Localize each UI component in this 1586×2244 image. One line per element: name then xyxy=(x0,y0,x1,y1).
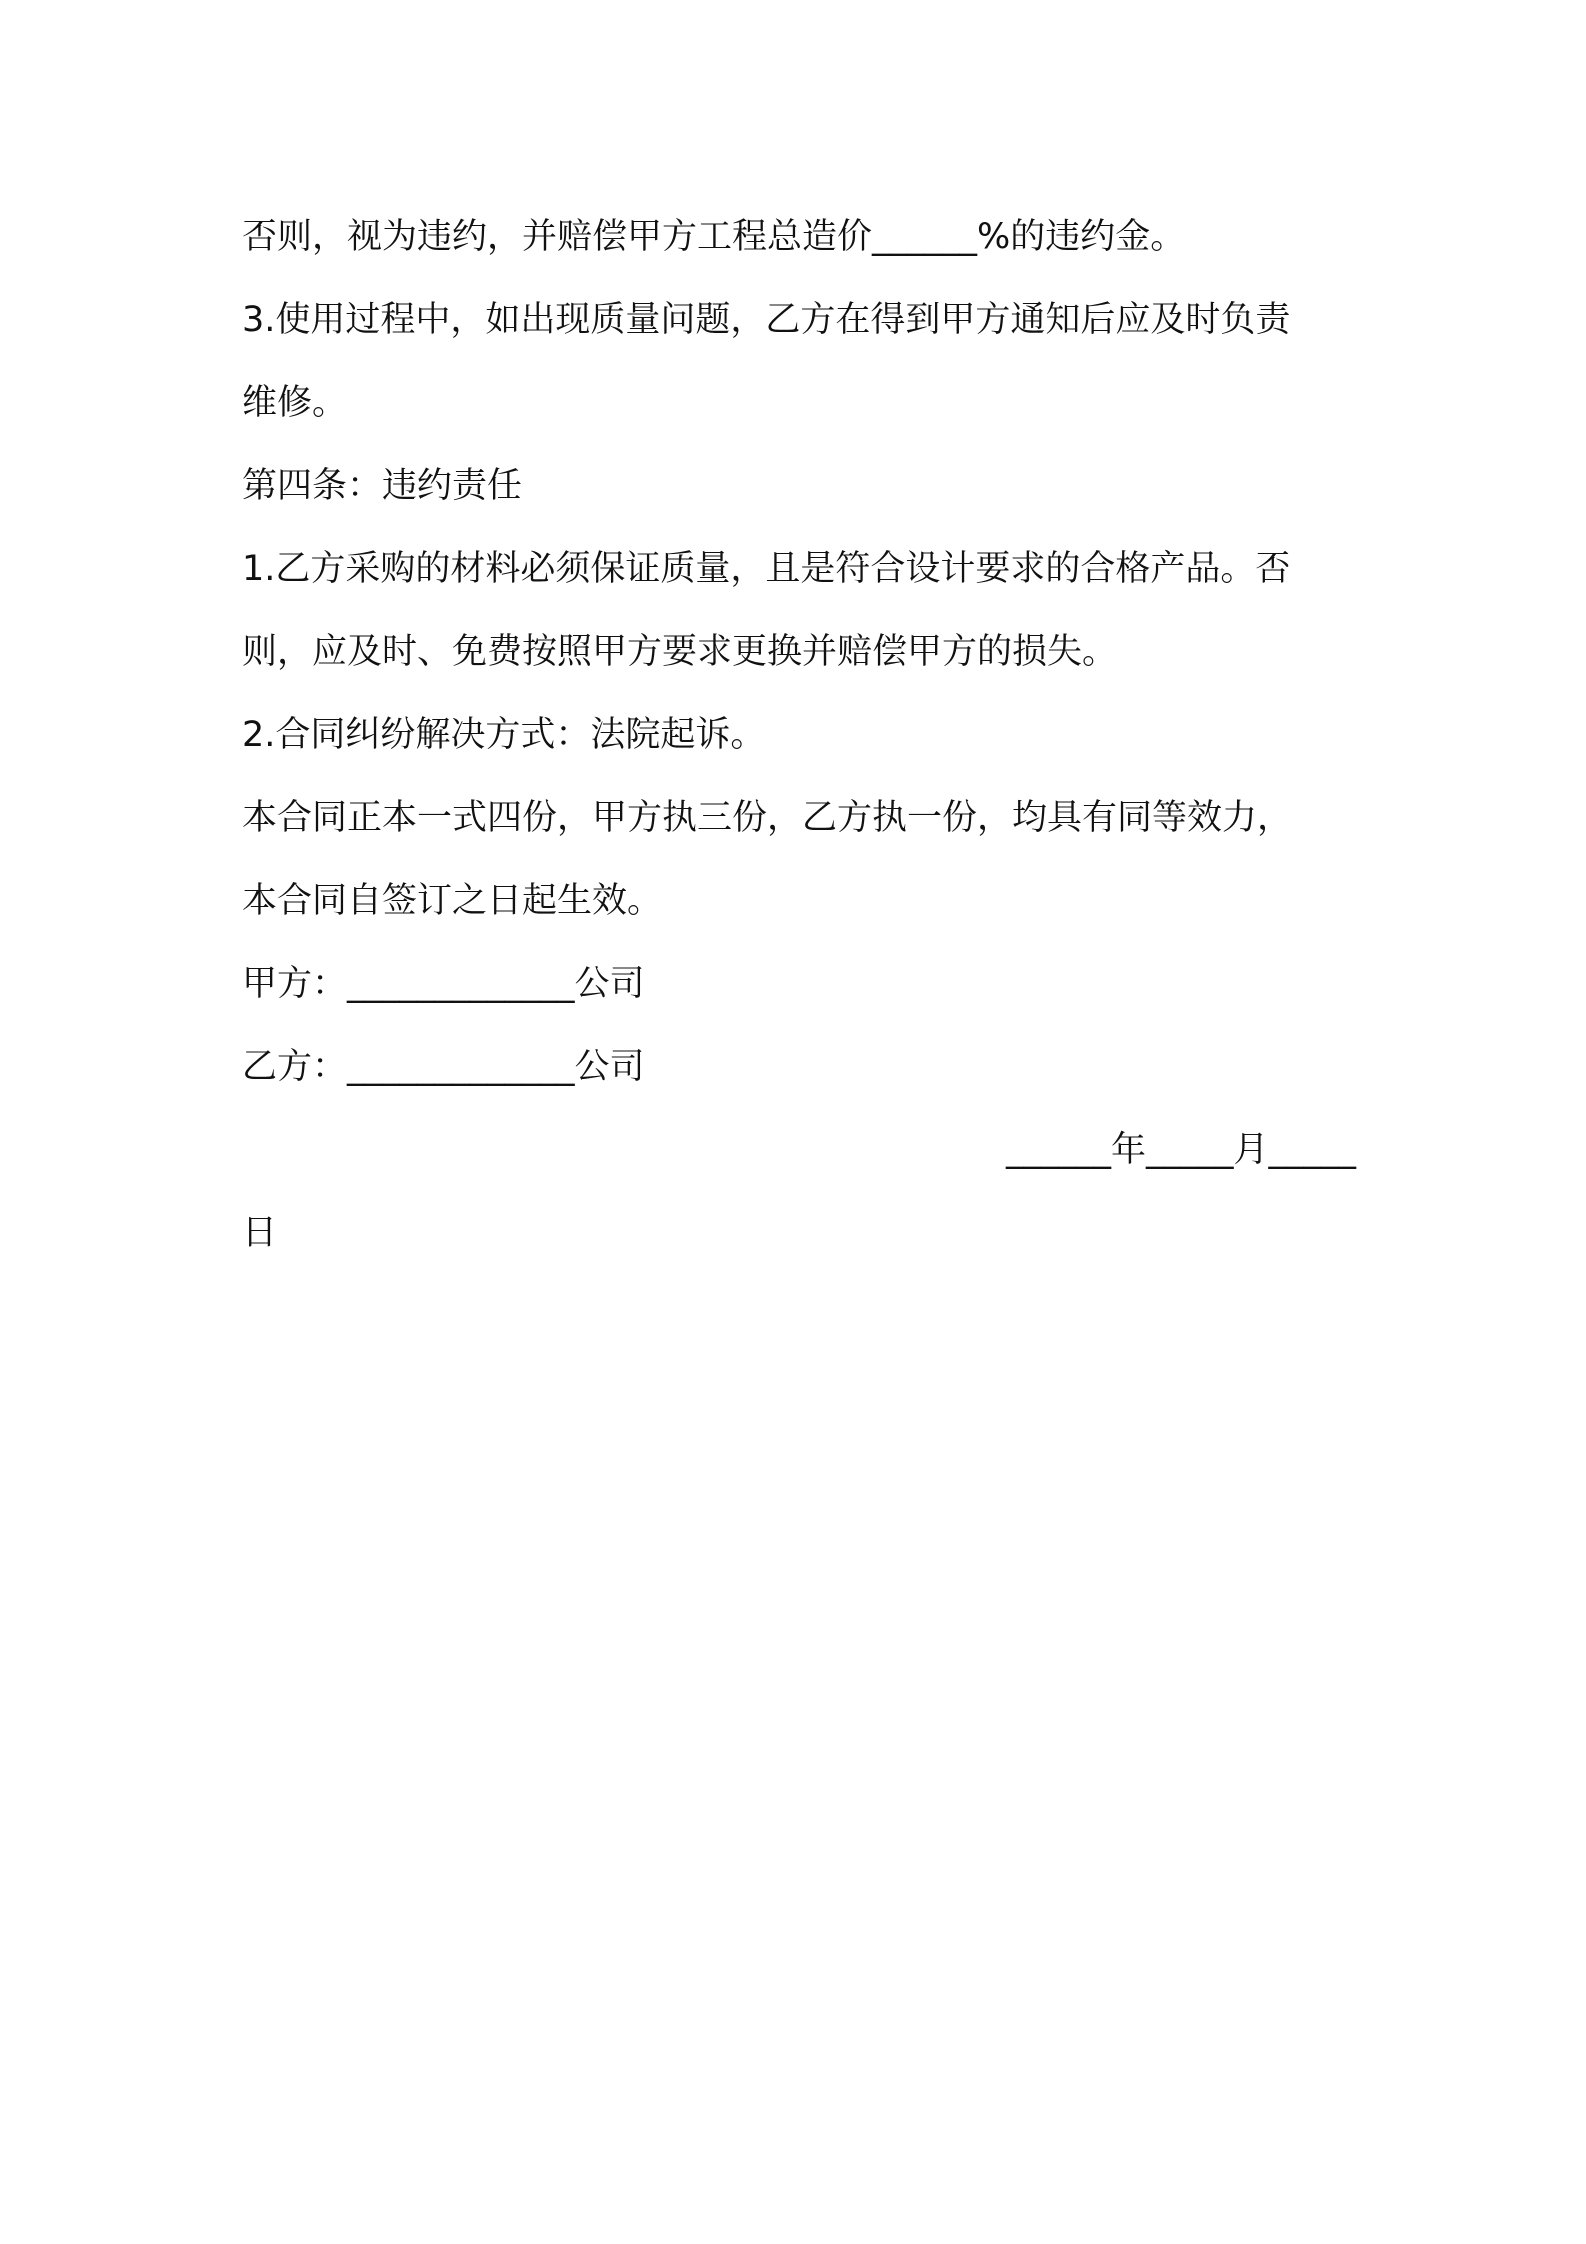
section-heading-liability: 第四条：违约责任 xyxy=(242,466,523,506)
clause-line-quality-repair-cont: 维修。 xyxy=(242,383,348,423)
clause-line-quality-repair: 3.使用过程中，如出现质量问题，乙方在得到甲方通知后应及时负责 xyxy=(242,300,1291,340)
party-b-signature: 乙方：_____________公司 xyxy=(242,1047,645,1087)
party-a-signature: 甲方：_____________公司 xyxy=(242,964,645,1004)
date-line: ______年_____月_____ xyxy=(1005,1130,1356,1170)
clause-line-dispute: 2.合同纠纷解决方式：法院起诉。 xyxy=(242,715,766,755)
clause-line-effective: 本合同自签订之日起生效。 xyxy=(242,881,663,921)
clause-line-materials: 1.乙方采购的材料必须保证质量，且是符合设计要求的合格产品。否 xyxy=(242,549,1291,589)
date-tail: 日 xyxy=(242,1213,278,1253)
clause-line-materials-cont: 则，应及时、免费按照甲方要求更换并赔偿甲方的损失。 xyxy=(242,632,1118,672)
clause-line-penalty: 否则，视为违约，并赔偿甲方工程总造价______%的违约金。 xyxy=(242,217,1186,257)
clause-line-copies: 本合同正本一式四份，甲方执三份，乙方执一份，均具有同等效力， xyxy=(242,798,1293,838)
document-body xyxy=(242,196,1356,1275)
